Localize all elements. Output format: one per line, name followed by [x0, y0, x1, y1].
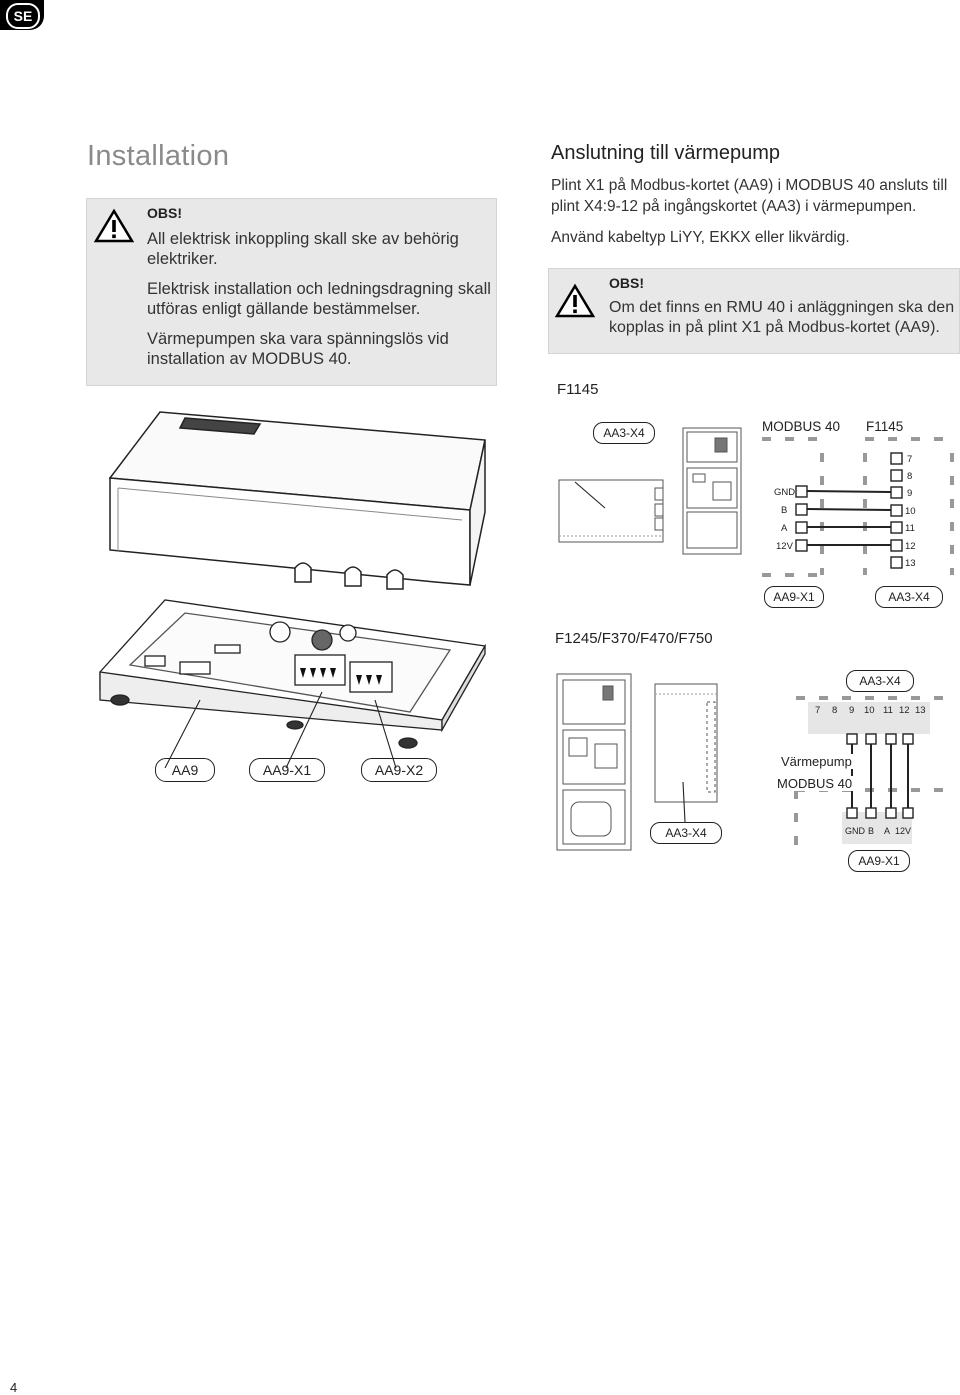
terminal-label: GND: [774, 487, 796, 498]
terminal-label: 12V: [776, 541, 793, 552]
f1245-modbus-label: MODBUS 40: [777, 776, 853, 791]
notice-paragraph: Värmepumpen ska vara spänningslös vid installation av MODBUS 40.: [147, 330, 449, 368]
language-code: SE: [6, 3, 40, 29]
terminal-label: 10: [905, 506, 916, 517]
f1245-pump-label: Värmepump: [781, 754, 852, 769]
terminal-label: 12V: [895, 826, 912, 836]
f1245-model-label: F1245/F370/F470/F750: [555, 630, 713, 647]
terminal-label: 7: [907, 454, 913, 465]
page-title: Installation: [87, 140, 230, 172]
terminal-label: GND: [845, 826, 865, 836]
modbus-lid: [110, 412, 485, 585]
right-notice-text: Om det finns en RMU 40 i anläggningen ska den kopplas in på plint X1 på Modbus-kortet (AA9).: [609, 299, 955, 336]
callout-aa3-x4: [593, 422, 655, 444]
callout-label: AA3-X4: [859, 674, 901, 688]
callout-label: AA9-X1: [262, 762, 312, 778]
notice-paragraph: Elektrisk installation och ledningsdragning skall utföras enligt gällande bestämmelser.: [147, 280, 491, 318]
right-notice-label: OBS!: [609, 275, 644, 291]
warning-icon: [555, 283, 595, 319]
terminal-label: 10: [864, 705, 875, 716]
callout-aa3-x4: [846, 670, 914, 692]
terminal-label: 9: [907, 488, 913, 499]
terminal-label: 12: [905, 541, 916, 552]
callout-aa9-x1: [848, 850, 910, 872]
callout-aa9-x1: [249, 758, 325, 782]
section-paragraph-1: Plint X1 på Modbus-kortet (AA9) i MODBUS 40 ansluts till plint X4:9-12 på ingångskortet (AA3) i värmepumpen.: [551, 177, 948, 215]
terminal-label: B: [868, 826, 875, 836]
callout-aa9-x2: [361, 758, 437, 782]
f1145-modbus-label: MODBUS 40: [762, 419, 841, 434]
callout-aa9: [155, 758, 215, 782]
callout-aa3-x4: [875, 586, 943, 608]
f1145-model-label: F1145: [557, 381, 599, 398]
terminal-label: 13: [915, 705, 926, 716]
callout-label: AA3-X4: [603, 426, 645, 440]
f1145-pump-label: F1145: [866, 419, 904, 434]
modbus-product-illustration: [90, 400, 550, 800]
callout-label: AA9-X1: [858, 854, 900, 868]
section-title: Anslutning till värmepump: [551, 142, 780, 164]
terminal-label: 11: [905, 523, 915, 534]
f1145-wiring-diagram: [760, 435, 955, 605]
terminal-label: 8: [832, 705, 838, 716]
terminal-label: 11: [883, 705, 893, 716]
terminal-label: B: [781, 505, 788, 516]
terminal-label: 12: [899, 705, 910, 716]
section-paragraph-2: Använd kabeltyp LiYY, EKKX eller likvärdig.: [551, 229, 850, 246]
modbus-base-board: [100, 600, 485, 748]
callout-aa3-x4: [650, 822, 722, 844]
callout-label: AA9-X1: [773, 590, 815, 604]
callout-label: AA9: [171, 762, 199, 778]
terminal-label: A: [884, 826, 891, 836]
warning-icon: [94, 208, 134, 244]
right-notice-box: [548, 268, 960, 354]
terminal-label: A: [781, 523, 788, 534]
callout-aa9-x1: [764, 586, 824, 608]
callout-label: AA3-X4: [665, 826, 707, 840]
terminal-label: 9: [849, 705, 855, 716]
left-notice-box: [86, 198, 497, 386]
terminal-label: 7: [815, 705, 821, 716]
terminal-label: 8: [907, 471, 913, 482]
callout-label: AA9-X2: [374, 762, 424, 778]
language-badge: [0, 0, 44, 30]
left-notice-text: [147, 229, 492, 369]
notice-paragraph: All elektrisk inkoppling skall ske av behörig elektriker.: [147, 230, 459, 268]
page-number: 4: [10, 1380, 18, 1395]
callout-label: AA3-X4: [888, 590, 930, 604]
left-notice-label: OBS!: [147, 205, 182, 221]
terminal-label: 13: [905, 558, 916, 569]
